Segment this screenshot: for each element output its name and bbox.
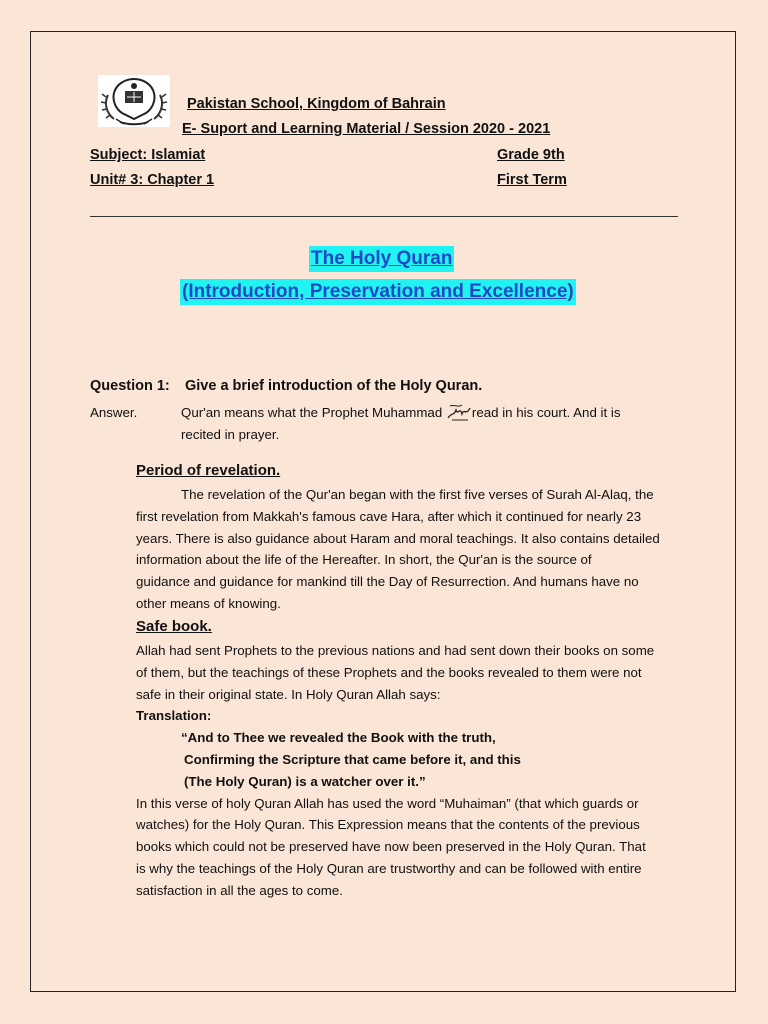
unit-label: Unit# 3: Chapter 1 xyxy=(90,172,215,188)
paragraph-line: books which could not be preserved have now been preserved in the Holy Quran. That xyxy=(136,839,646,855)
quote-line: (The Holy Quran) is a watcher over it.” xyxy=(184,773,426,789)
paragraph-line: first revelation from Makkah's famous cave Hara, after which it continued for nearly 23 xyxy=(136,508,642,524)
revelation-paragraph xyxy=(136,484,681,615)
paragraph-line: watches) for the Holy Quran. This Expression means that the contents of the previous xyxy=(136,817,640,833)
term-label: First Term xyxy=(497,172,567,188)
quote-line: “And to Thee we revealed the Book with the truth, xyxy=(181,730,496,746)
session-line: E- Suport and Learning Material / Session 2020 - 2021 xyxy=(182,121,551,137)
answer-part1: Qur'an means what the Prophet Muhammad xyxy=(181,405,446,420)
answer-part2: read in his court. And it is xyxy=(471,405,621,420)
section-heading-safe-book: Safe book. xyxy=(136,618,212,635)
safe-book-paragraph xyxy=(136,640,681,902)
school-logo xyxy=(98,75,170,127)
document-subtitle: (Introduction, Preservation and Excellence) xyxy=(180,279,576,305)
question-text: Give a brief introduction of the Holy Quran. xyxy=(185,378,483,394)
section-heading-revelation: Period of revelation. xyxy=(136,462,281,479)
answer-line2: recited in prayer. xyxy=(181,426,280,442)
paragraph-line: satisfaction in all the ages to come. xyxy=(136,882,343,898)
translation-label: Translation: xyxy=(136,708,212,724)
answer-text xyxy=(181,402,681,446)
paragraph-line: The revelation of the Qur'an began with the first five verses of Surah Al-Alaq, the xyxy=(181,487,654,502)
grade-label: Grade 9th xyxy=(497,147,565,163)
paragraph-line: years. There is also guidance about Haram and moral teachings. It also contains detailed xyxy=(136,530,660,546)
question-label: Question 1: xyxy=(90,378,170,394)
answer-label: Answer. xyxy=(90,405,138,420)
paragraph-line: information about the life of the Hereafter. In short, the Qur'an is the source of xyxy=(136,552,592,568)
paragraph-line: of them, but the teachings of these Prophets and the books revealed to them were not xyxy=(136,664,642,680)
pbuh-calligraphy-icon xyxy=(446,402,472,422)
paragraph-line: Allah had sent Prophets to the previous nations and had sent down their books on some xyxy=(136,643,655,658)
paragraph-line: In this verse of holy Quran Allah has used the word “Muhaiman” (that which guards or xyxy=(136,795,639,811)
subject-label: Subject: Islamiat xyxy=(90,147,206,163)
paragraph-line: guidance and guidance for mankind till the Day of Resurrection. And humans have no xyxy=(136,574,639,590)
quote-line: Confirming the Scripture that came before it, and this xyxy=(184,751,521,767)
paragraph-line: other means of knowing. xyxy=(136,595,281,611)
paragraph-line: safe in their original state. In Holy Quran Allah says: xyxy=(136,686,441,702)
document-title: The Holy Quran xyxy=(309,246,454,272)
paragraph-line: is why the teachings of the Holy Quran are trustworthy and can be followed with entire xyxy=(136,860,642,876)
school-name: Pakistan School, Kingdom of Bahrain xyxy=(187,96,446,112)
header-divider xyxy=(90,216,678,217)
